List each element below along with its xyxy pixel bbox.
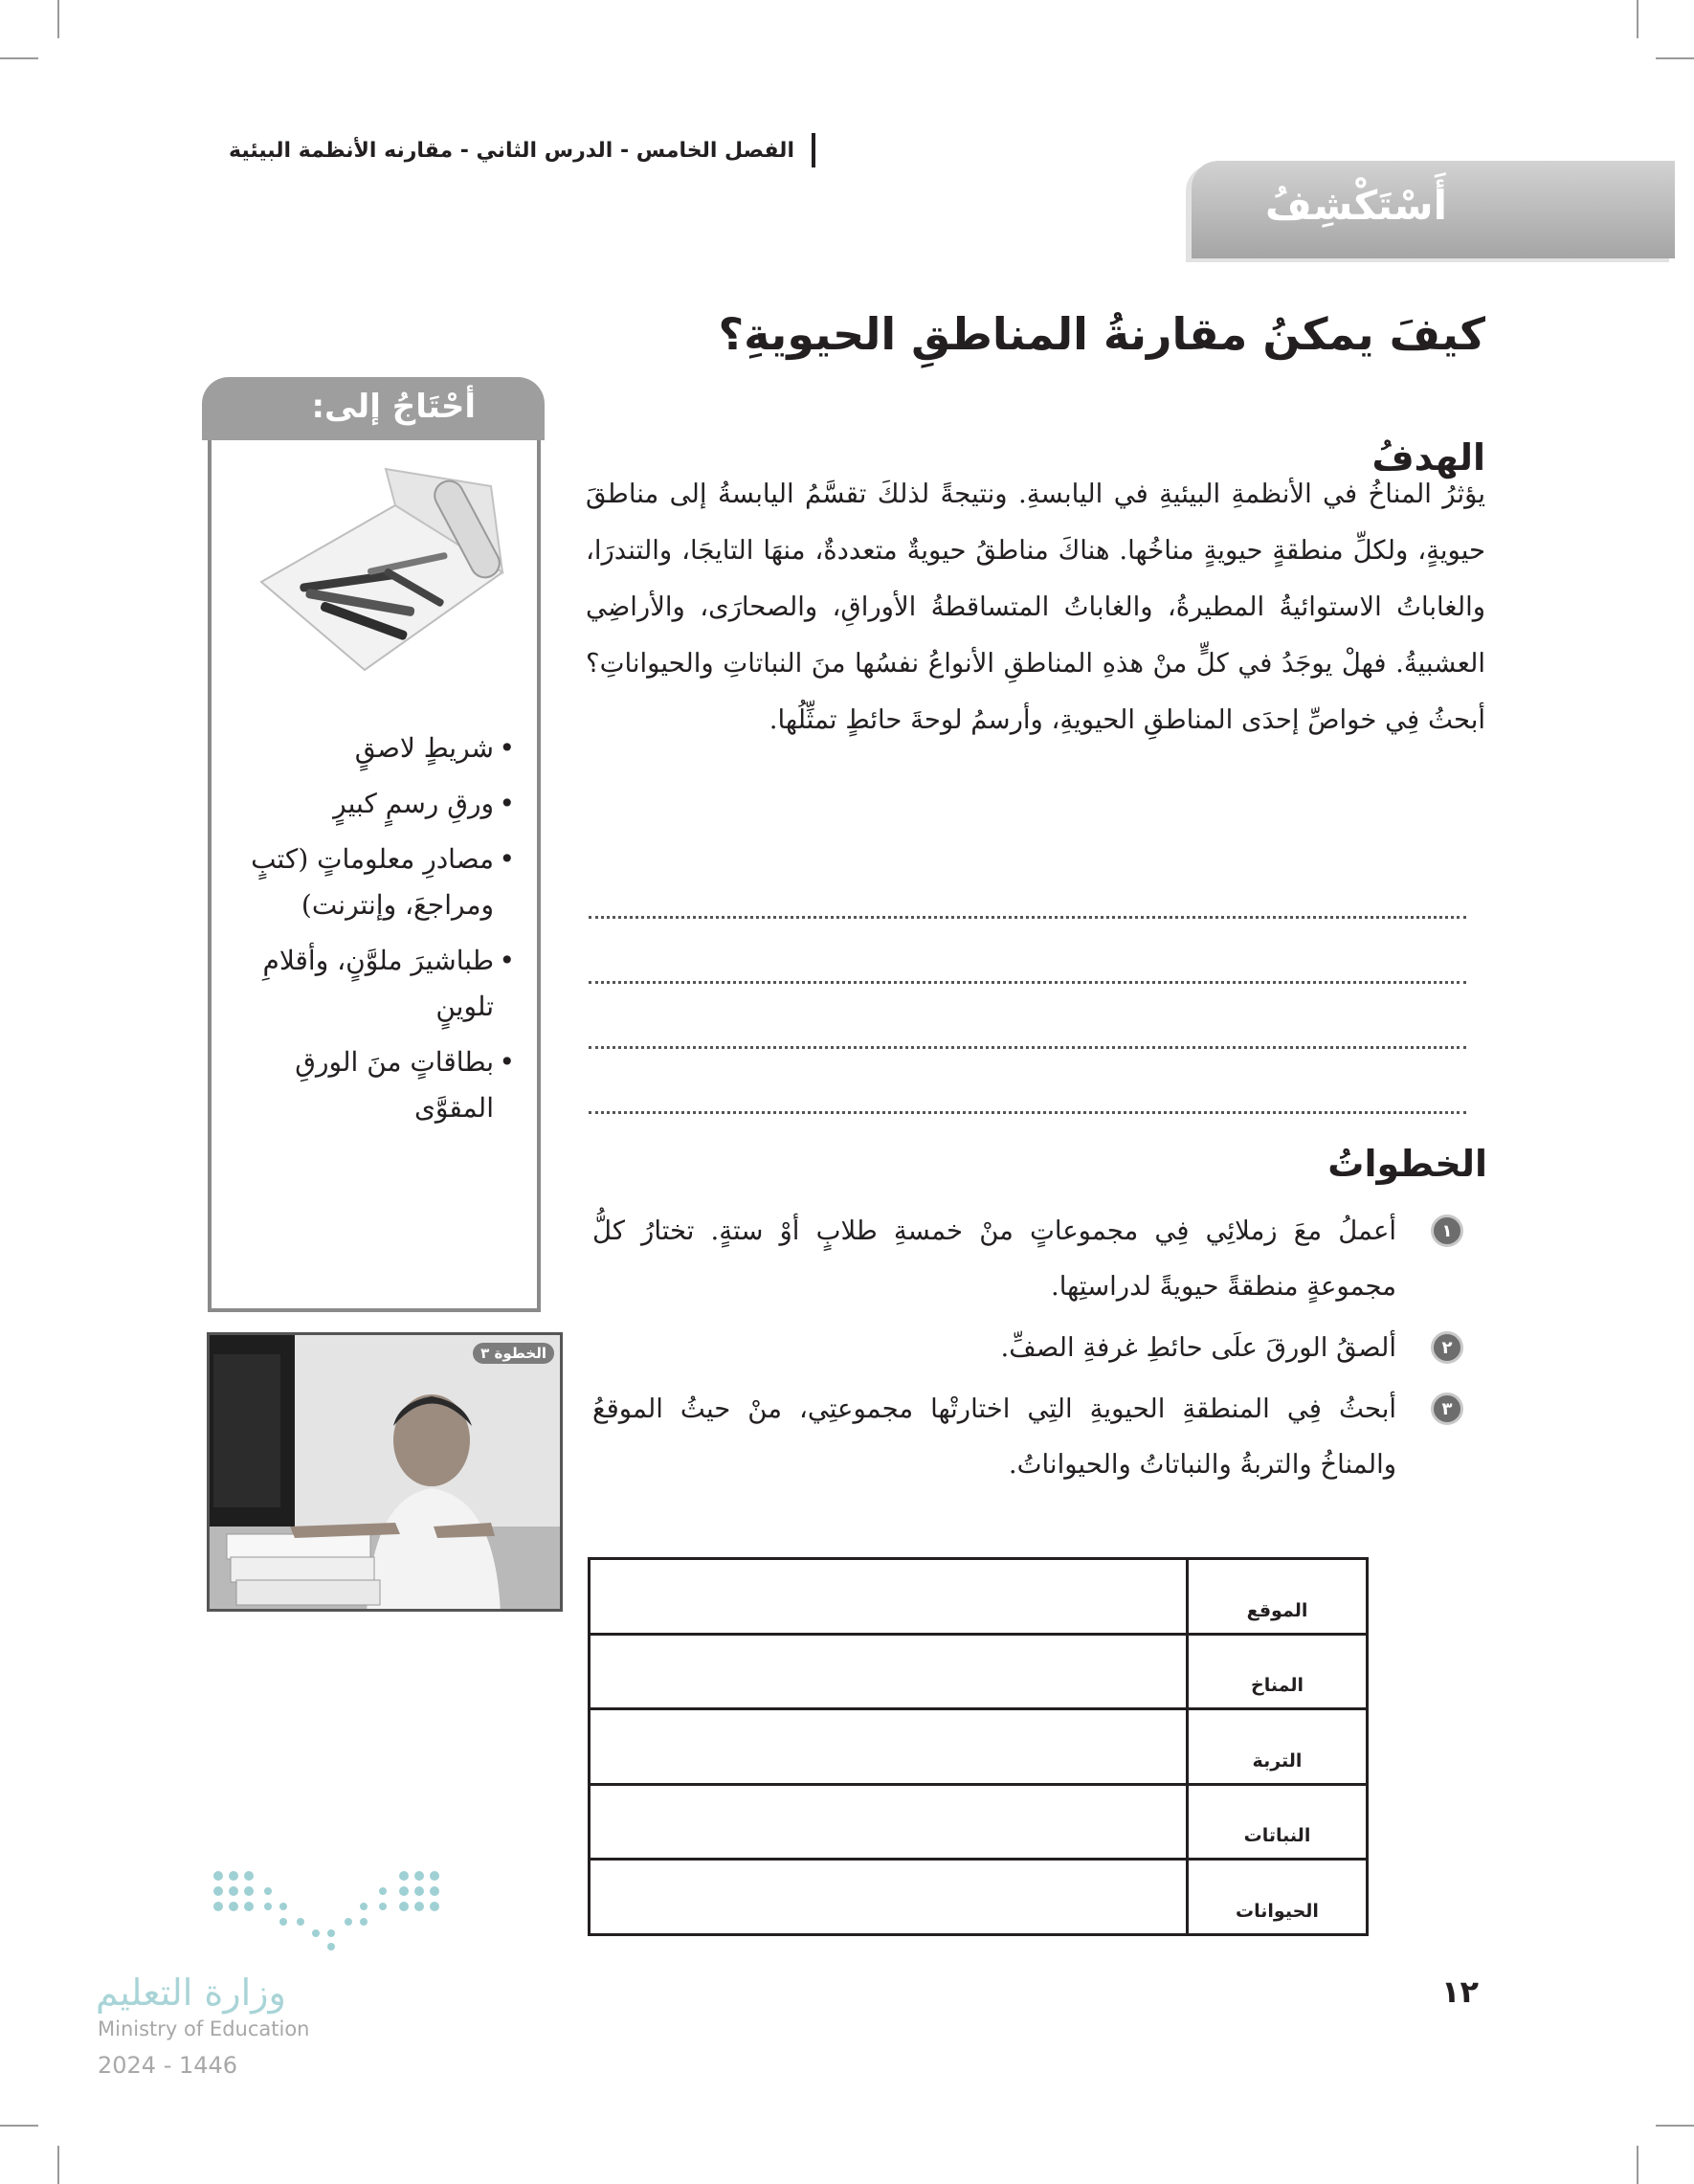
step-text: أعملُ معَ زملائِي فِي مجموعاتٍ منْ خمسةِ طلابٍ أوْ ستةٍ. تختارُ كلُّ مجموعةٍ منطقةً حيويةً لدراستِها. (592, 1215, 1396, 1302)
ministry-logo-dots-icon (209, 1866, 446, 1952)
step-text: أبحثُ فِي المنطقةِ الحيويةِ التِي اختارتْها مجموعتِي، منْ حيثُ الموقعُ والمناخُ والتربةُ والنباتاتُ والحيواناتُ. (592, 1393, 1396, 1480)
biome-table (588, 1557, 1369, 1936)
crop-mark (0, 57, 38, 59)
table-row-label: الموقع (1188, 1559, 1368, 1635)
steps-heading: الخطواتُ (1327, 1143, 1487, 1185)
crop-mark (1656, 57, 1694, 59)
step-number-badge: ٣ (1431, 1393, 1463, 1425)
crop-mark (1656, 2125, 1694, 2127)
answer-line[interactable] (589, 1111, 1466, 1114)
table-row (590, 1559, 1368, 1635)
ministry-name-english: Ministry of Education (98, 2017, 310, 2040)
answer-line[interactable] (589, 916, 1466, 919)
goal-heading: الهدفُ (1371, 436, 1485, 479)
table-row-label: التربة (1188, 1709, 1368, 1785)
table-row (590, 1860, 1368, 1935)
crop-mark (1637, 2146, 1638, 2184)
table-cell-input[interactable] (590, 1860, 1188, 1935)
materials-illustration (252, 467, 510, 687)
answer-line[interactable] (589, 1046, 1466, 1049)
student-at-computer-image (207, 1335, 560, 1612)
page-title: كيفَ يمكنُ مقارنةُ المناطقِ الحيويةِ؟ (718, 308, 1485, 360)
table-row-label: النباتات (1188, 1784, 1368, 1860)
step-number-badge: ١ (1431, 1215, 1463, 1247)
table-row (590, 1709, 1368, 1785)
explore-tab (1192, 161, 1675, 258)
list-item: • بطاقاتٍ منَ الورقِ المقوَّى (228, 1039, 515, 1131)
crop-mark (57, 2146, 59, 2184)
step-item (586, 1203, 1463, 1314)
step-photo-label: الخطوة ٣ (473, 1343, 554, 1364)
step-item (586, 1381, 1463, 1492)
materials-header (202, 377, 545, 440)
breadcrumb-divider (812, 133, 815, 167)
edition-year: 2024 - 1446 (98, 2052, 238, 2079)
table-cell-input[interactable] (590, 1709, 1188, 1785)
breadcrumb (229, 134, 815, 167)
crop-mark (1637, 0, 1638, 38)
list-item: • مصادرِ معلوماتٍ (كتبٍ ومراجعَ، وإنترنت) (228, 836, 515, 928)
list-item: • شريطٍ لاصقٍ (228, 725, 515, 771)
table-row-label: المناخ (1188, 1634, 1368, 1709)
list-item: • طباشيرَ ملوَّنٍ، وأقلامِ تلوينٍ (228, 938, 515, 1030)
materials-list (228, 725, 515, 1141)
table-cell-input[interactable] (590, 1784, 1188, 1860)
table-cell-input[interactable] (590, 1559, 1188, 1635)
materials-heading: أحْتَاجُ إلى: (311, 388, 476, 426)
table-row (590, 1634, 1368, 1709)
crop-mark (0, 2125, 38, 2127)
breadcrumb-text: الفصل الخامس - الدرس الثاني - مقارنه الأنظمة البيئية (229, 138, 794, 163)
steps-list (586, 1203, 1463, 1498)
step-text: ألصقُ الورقَ علَى حائطِ غرفةِ الصفِّ. (1000, 1332, 1396, 1363)
explore-tab-label: أَسْتَكْشِفُ (1264, 182, 1447, 229)
ministry-name-arabic: وزارة التعليم (96, 1972, 286, 2014)
crop-mark (57, 0, 59, 38)
list-item: • ورقِ رسمٍ كبيرٍ (228, 781, 515, 827)
table-cell-input[interactable] (590, 1634, 1188, 1709)
table-row (590, 1784, 1368, 1860)
step-number-badge: ٢ (1431, 1331, 1463, 1364)
step-photo (207, 1332, 563, 1612)
answer-line[interactable] (589, 981, 1466, 984)
page-number: ١٢ (1441, 1973, 1480, 2010)
step-item (586, 1320, 1463, 1375)
goal-paragraph: يؤثرُ المناخُ في الأنظمةِ البيئيةِ في اليابسةِ. ونتيجةً لذلكَ تقسَّمُ اليابسةُ إلى مناطقَ حيويةٍ، ولكلِّ منطقةٍ حيويةٍ مناخُها. هناكَ مناطقُ حيويةٌ متعددةٌ، منهَا التايجَا، والتندرَا، والغاباتُ الاستوائيةُ المطيرةُ، والغاباتُ المتساقطةُ الأوراقِ، والصحارَى، والأراضِي العشبيةُ. فهلْ يوجَدُ في كلٍّ منْ هذهِ المناطقِ الأنواعُ نفسُها منَ النباتاتِ والحيواناتِ؟ أبحثُ فِي خواصِّ إحدَى المناطقِ الحيويةِ، وأرسمُ لوحةَ حائطٍ تمثِّلُها. (586, 479, 1485, 735)
table-row-label: الحيوانات (1188, 1860, 1368, 1935)
